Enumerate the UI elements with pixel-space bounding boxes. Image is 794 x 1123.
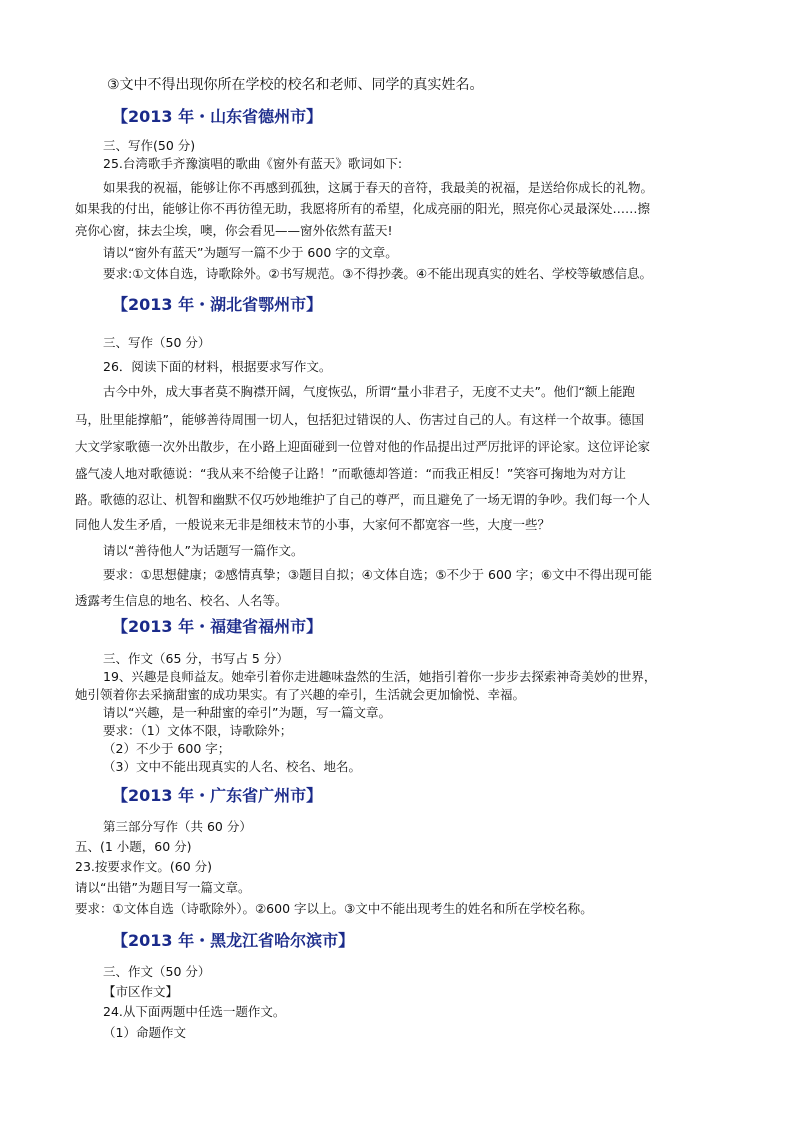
lyrics-line: 如果我的祝福，能够让你不再感到孤独，这属于春天的音符，我最美的祝福，是送给你成长的礼物。 — [103, 180, 654, 195]
section-label: 三、作文（50 分） — [103, 964, 211, 979]
requirement-line: （3）文中不能出现真实的人名、校名、地名。 — [103, 759, 361, 774]
section-heading-fuzhou: 【2013 年・福建省福州市】 — [112, 617, 323, 636]
section-label: 五、(1 小题，60 分) — [75, 839, 192, 854]
requirement-line: 要求：（1）文体不限，诗歌除外； — [103, 723, 293, 738]
material-line: 同他人发生矛盾，一般说来无非是细枝末节的小事，大家何不都宽容一些，大度一些？ — [75, 517, 551, 532]
prompt-line: 请以“兴趣，是一种甜蜜的牵引”为题，写一篇文章。 — [103, 705, 391, 720]
material-line: 马，肚里能撑船”，能够善待周围一切人，包括犯过错误的人、伤害过自己的人。有这样一个故事。德国 — [75, 412, 644, 427]
lyrics-line: 亮你心窗，抹去尘埃，噢，你会看见——窗外依然有蓝天! — [75, 223, 393, 238]
section-heading-ezhou: 【2013 年・湖北省鄂州市】 — [112, 295, 323, 314]
section-label: 三、作文（65 分，书写占 5 分） — [103, 651, 289, 666]
section-heading-guangzhou: 【2013 年・广东省广州市】 — [112, 786, 323, 805]
requirement-line: 要求:①文体自选，诗歌除外。②书写规范。③不得抄袭。④不能出现真实的姓名、学校等敏感信息。 — [103, 266, 653, 281]
requirement-line: 透露考生信息的地名、校名、人名等。 — [75, 593, 288, 608]
requirement-line: ③文中不得出现你所在学校的校名和老师、同学的真实姓名。 — [107, 77, 484, 93]
section-label: 三、写作（50 分） — [103, 335, 211, 350]
section-label: 三、写作(50 分) — [103, 138, 196, 153]
question-line: （1）命题作文 — [103, 1025, 186, 1040]
question-line: 26．阅读下面的材料，根据要求写作文。 — [103, 359, 332, 374]
question-line: 25.台湾歌手齐豫演唱的歌曲《窗外有蓝天》歌词如下: — [103, 156, 403, 171]
question-line: 19、兴趣是良师益友。她牵引着你走进趣味盎然的生活，她指引着你一步步去探索神奇美妙的世界， — [103, 669, 657, 684]
material-line: 大文学家歌德一次外出散步，在小路上迎面碰到一位曾对他的作品提出过严厉批评的评论家。这位评论家 — [75, 439, 651, 454]
section-label: 第三部分写作（共 60 分） — [103, 819, 252, 834]
requirement-line: 要求：①思想健康；②感情真挚；③题目自拟；④文体自选；⑤不少于 600 字；⑥文中不得出现可能 — [103, 567, 653, 582]
material-line: 路。歌德的忍让、机智和幽默不仅巧妙地维护了自己的尊严，而且避免了一场无谓的争吵。我们每一个人 — [75, 492, 651, 507]
requirement-line: 要求：①文体自选（诗歌除外）。②600 字以上。③文中不能出现考生的姓名和所在学校名称。 — [75, 901, 593, 916]
question-line: 23.按要求作文。(60 分) — [75, 859, 213, 874]
section-label: 【市区作文】 — [103, 984, 179, 999]
prompt-line: 请以“窗外有蓝天”为题写一篇不少于 600 字的文章。 — [103, 245, 398, 260]
prompt-line: 请以“出错”为题目写一篇文章。 — [75, 880, 251, 895]
question-line: 24.从下面两题中任选一题作文。 — [103, 1004, 286, 1019]
lyrics-line: 如果我的付出，能够让你不再彷徨无助，我愿将所有的希望，化成亮丽的阳光，照亮你心灵最深处……擦 — [75, 201, 651, 216]
section-heading-dezhou: 【2013 年・山东省德州市】 — [112, 107, 323, 126]
section-heading-harbin: 【2013 年・黑龙江省哈尔滨市】 — [112, 931, 355, 950]
prompt-line: 请以“善待他人”为话题写一篇作文。 — [103, 543, 304, 558]
question-line: 她引领着你去采摘甜蜜的成功果实。有了兴趣的牵引，生活就会更加愉悦、幸福。 — [75, 687, 526, 702]
requirement-line: （2）不少于 600 字； — [103, 741, 231, 756]
material-line: 古今中外，成大事者莫不胸襟开阔，气度恢弘，所谓“量小非君子，无度不丈夫”。他们“额上能跑 — [103, 384, 635, 399]
material-line: 盛气凌人地对歌德说：“我从来不给傻子让路！”而歌德却答道：“而我正相反！”笑容可掬地为对方让 — [75, 466, 626, 481]
